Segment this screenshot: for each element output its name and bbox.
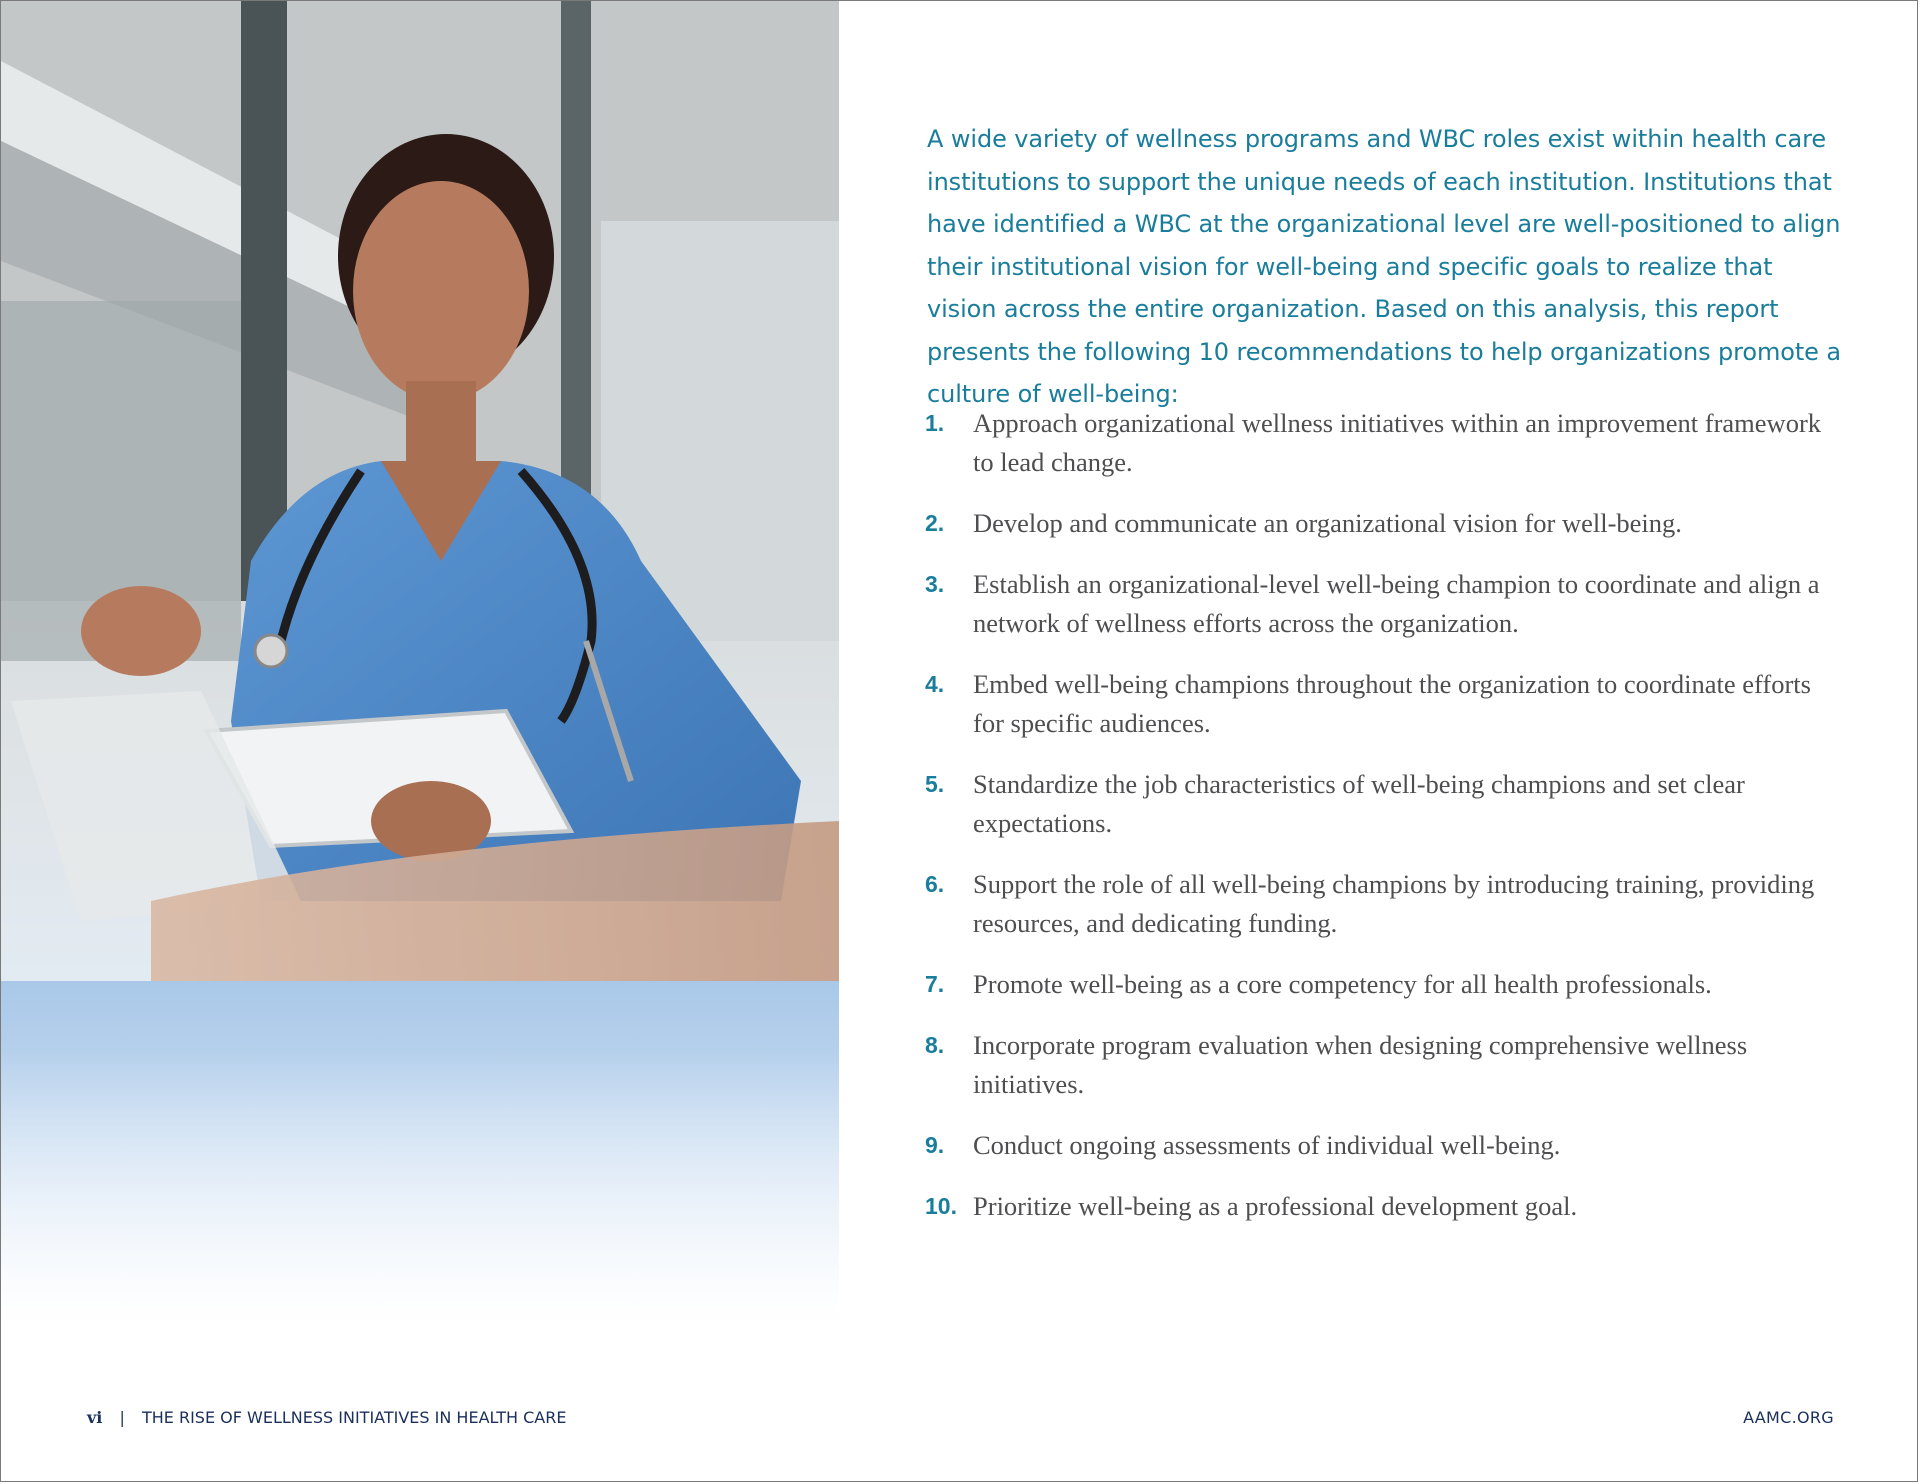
recommendation-number: 7. [925,971,945,997]
recommendations-list [925,404,1825,1248]
recommendation-text: Develop and communicate an organizational vision for well-being. [973,508,1682,538]
recommendation-item [925,1187,1825,1226]
recommendation-item [925,404,1825,482]
recommendation-text: Approach organizational wellness initiatives within an improvement framework to lead change. [973,408,1822,477]
recommendation-number: 9. [925,1132,945,1158]
recommendation-item [925,1026,1825,1104]
page-number: vi [87,1408,103,1427]
intro-paragraph: A wide variety of wellness programs and WBC roles exist within health care institutions to support the unique needs of each institution. Institutions that have identified a WBC at the organizational level are well-positioned to align their institutional vision for well-being and specific goals to realize that vision across the entire organization. Based on this analysis, this report presents the following 10 recommendations to help organizations promote a culture of well-being: [927,125,1841,408]
recommendation-number: 8. [925,1032,945,1058]
recommendation-text: Incorporate program evaluation when designing comprehensive wellness initiatives. [973,1030,1748,1099]
recommendation-number: 2. [925,510,945,536]
recommendation-text: Promote well-being as a core competency for all health professionals. [973,969,1712,999]
recommendation-number: 3. [925,571,945,597]
footer-running-head [87,1408,566,1427]
footer-separator: | [119,1408,125,1427]
recommendation-item [925,1126,1825,1165]
recommendation-number: 5. [925,771,945,797]
recommendation-number: 4. [925,671,945,697]
recommendation-text: Support the role of all well-being champions by introducing training, providing resources, and dedicating funding. [973,869,1815,938]
photo-illustration [1,1,839,1325]
cover-photo [1,1,839,1325]
recommendation-text: Standardize the job characteristics of well-being champions and set clear expectations. [973,769,1745,838]
report-title: THE RISE OF WELLNESS INITIATIVES IN HEALTH CARE [141,1408,567,1427]
recommendation-number: 1. [925,410,945,436]
recommendation-item [925,504,1825,543]
recommendation-number: 6. [925,871,945,897]
recommendation-text: Establish an organizational-level well-being champion to coordinate and align a network of wellness efforts across the organization. [973,569,1820,638]
recommendation-item [925,865,1825,943]
site-link[interactable]: AAMC.ORG [1743,1408,1834,1427]
recommendation-text: Embed well-being champions throughout the organization to coordinate efforts for specific audiences. [973,669,1811,738]
recommendation-item [925,565,1825,643]
recommendation-number: 10. [925,1193,957,1219]
recommendation-item [925,665,1825,743]
recommendation-item [925,965,1825,1004]
recommendation-text: Prioritize well-being as a professional development goal. [973,1191,1578,1221]
recommendation-text: Conduct ongoing assessments of individual well-being. [973,1130,1561,1160]
recommendation-item [925,765,1825,843]
